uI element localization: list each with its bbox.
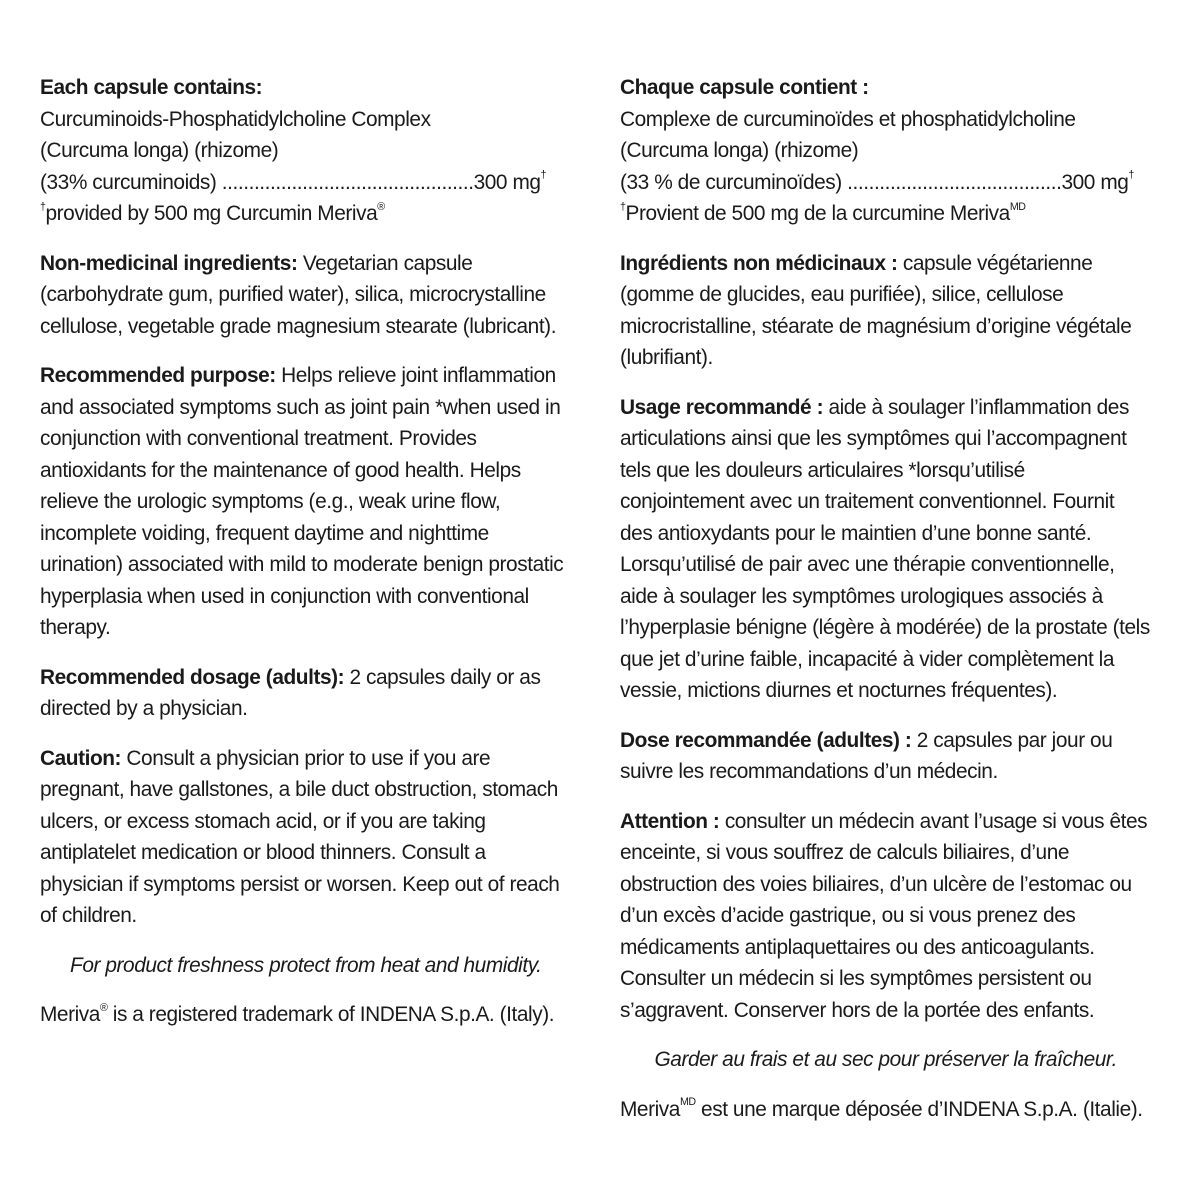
dot-leader: ........................................ (841, 169, 1062, 194)
contents-heading: Each capsule contains: (40, 75, 263, 99)
caution-section: Caution: Consult a physician prior to use if you are pregnant, have gallstones, a bile duct obstruction, stomach ulcers, or excess stomach acid, or if you are taking antiplatelet medication or blood thinners. Consult a physician if symptoms persist or worsen. Keep out of reach of children. (40, 745, 560, 927)
non-medicinal-section: Ingrédients non médicinaux : capsule végétarienne (gomme de glucides, eau purifiée), silice, cellulose microcristalline, stéarate de magnésium d’origine végétale (lubrifiant). (620, 250, 1132, 369)
caution-section: Attention : consulter un médecin avant l’usage si vous êtes enceinte, si vous souffrez de calculs biliaires, d’une obstruction des voies biliaires, d’un ulcère de l’estomac ou d’un excès d’acide gastrique, ou si vous prenez des médicaments antiplaquettaires ou des anticoagulants. Consulter un médecin si les symptômes persistent ou s’aggravent. Conserver hors de la portée des enfants. (620, 808, 1148, 1022)
capsule-contents-section (620, 72, 1168, 230)
contents-line-2: (Curcuma longa) (rhizome) (40, 138, 279, 162)
trademark-note: Meriva$^{MD}$ est une marque déposée d’INDENA S.p.A. (Italie). (620, 1096, 1143, 1121)
contents-line-1: Curcuminoids-Phosphatidylcholine Complex (40, 106, 431, 131)
non-medicinal-section: Non-medicinal ingredients: Vegetarian capsule (carbohydrate gum, purified water), silica, microcrystalline cellulose, vegetable grade magnesium stearate (lubricant). (40, 250, 557, 338)
dot-leader: ............................................... (216, 169, 474, 194)
purpose-section: Usage recommandé : aide à soulager l’inflammation des articulations ainsi que les symptômes qui l’accompagnent tels que les douleurs articulaires *lorsqu’utilisé conjointement avec un traitement conventionnel. Fournit des antioxydants pour le maintien d’une bonne santé. Lorsqu’utilisé de pair avec une thérapie conventionnelle, aide à soulager les symptômes urologiques associés à l’hyperplasie bénigne (légère à modérée) de la prostate (tels que jet d’urine faible, incapacité à vider complètement la vessie, mictions diurnes et nocturnes fréquentes). (620, 394, 1150, 702)
dosage-section: Recommended dosage (adults): 2 capsules daily or as directed by a physician. (40, 664, 541, 720)
freshness-note: For product freshness protect from heat and humidity. (70, 952, 542, 977)
contents-heading: Chaque capsule contient : (620, 75, 869, 99)
freshness-note: Garder au frais et au sec pour préserver la fraîcheur. (654, 1047, 1118, 1071)
contents-line-4: †provided by 500 mg Curcumin Meriva® (40, 200, 385, 225)
dose-amount: 300 mg (473, 169, 541, 194)
capsule-contents-section (40, 72, 588, 230)
dose-amount: 300 mg (1061, 169, 1129, 194)
dosage-section: Dose recommandée (adultes) : 2 capsules par jour ou suivre les recommandations d’un médecin. (620, 727, 1113, 783)
french-label-column (620, 72, 1168, 1143)
english-label-column (40, 72, 588, 1049)
contents-line-2: (Curcuma longa) (rhizome) (620, 138, 859, 162)
contents-line-1: Complexe de curcuminoïdes et phosphatidylcholine (620, 106, 1076, 131)
purpose-section: Recommended purpose: Helps relieve joint inflammation and associated symptoms such as joint pain *when used in conjunction with conventional treatment. Provides antioxidants for the maintenance of good health. Helps relieve the urologic symptoms (e.g., weak urine flow, incomplete voiding, frequent daytime and nighttime urination) associated with mild to moderate benign prostatic hyperplasia when used in conjunction with conventional therapy. (40, 363, 564, 639)
contents-line-4: †Provient de 500 mg de la curcumine Meriva$^{MD}$ (620, 200, 1026, 225)
contents-line-3: (33% curcuminoids) ...............................................300 mg† (40, 169, 547, 194)
trademark-note: Meriva® is a registered trademark of INDENA S.p.A. (Italy). (40, 1001, 555, 1026)
contents-line-3: (33 % de curcuminoïdes) ........................................300 mg† (620, 169, 1134, 194)
